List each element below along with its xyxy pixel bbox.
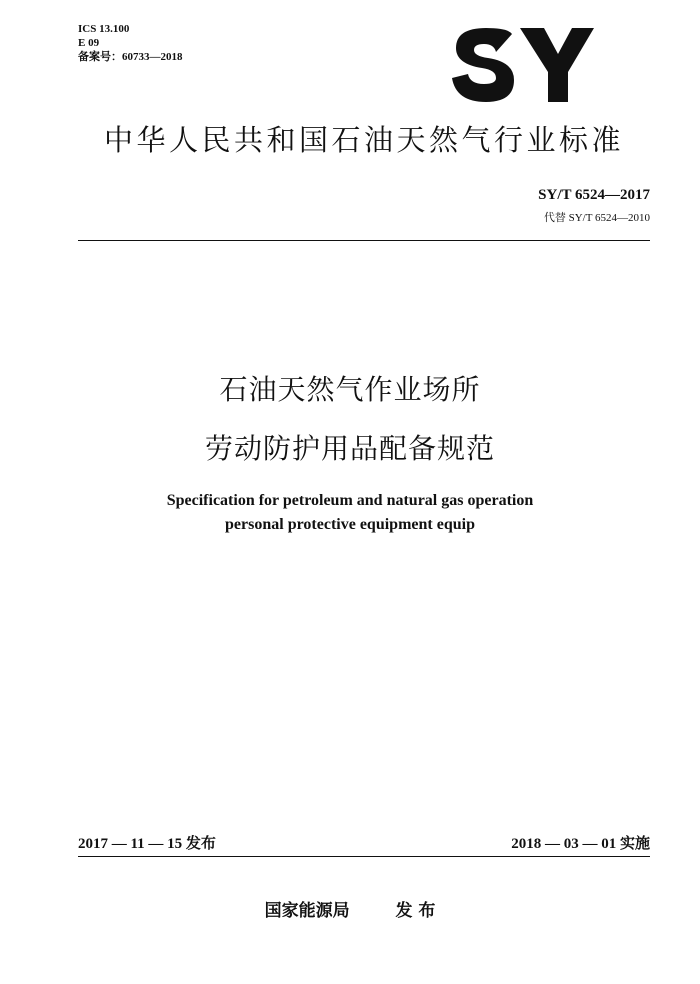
record-number: 备案号：60733—2018 [78, 51, 183, 63]
replaces-standard: 代替 SY/T 6524—2010 [543, 212, 650, 224]
ics-code: ICS 13.100 [78, 23, 130, 35]
title-en-line2: personal protective equipment equip [225, 516, 475, 533]
logo-letter-s [452, 28, 514, 102]
sy-logo [452, 28, 594, 102]
publisher-action: 发 布 [395, 901, 436, 921]
implement-date: 2018 — 03 — 01 实施 [511, 836, 650, 852]
footer-divider [78, 856, 650, 857]
publisher-name: 国家能源局 [264, 901, 350, 921]
standard-number: SY/T 6524—2017 [538, 187, 650, 203]
header-divider [78, 240, 650, 241]
ccs-code: E 09 [78, 37, 100, 49]
title-cn-line1: 石油天然气作业场所 [219, 373, 481, 406]
title-cn-line2: 劳动防护用品配备规范 [204, 432, 495, 465]
classification-block [78, 22, 183, 64]
logo-letter-y [520, 28, 594, 102]
org-title: 中华人民共和国石油天然气行业标准 [103, 123, 624, 157]
issue-date: 2017 — 11 — 15 发布 [78, 836, 216, 852]
title-en-line1: Specification for petroleum and natural gas operation [166, 492, 534, 509]
publisher [0, 896, 700, 921]
